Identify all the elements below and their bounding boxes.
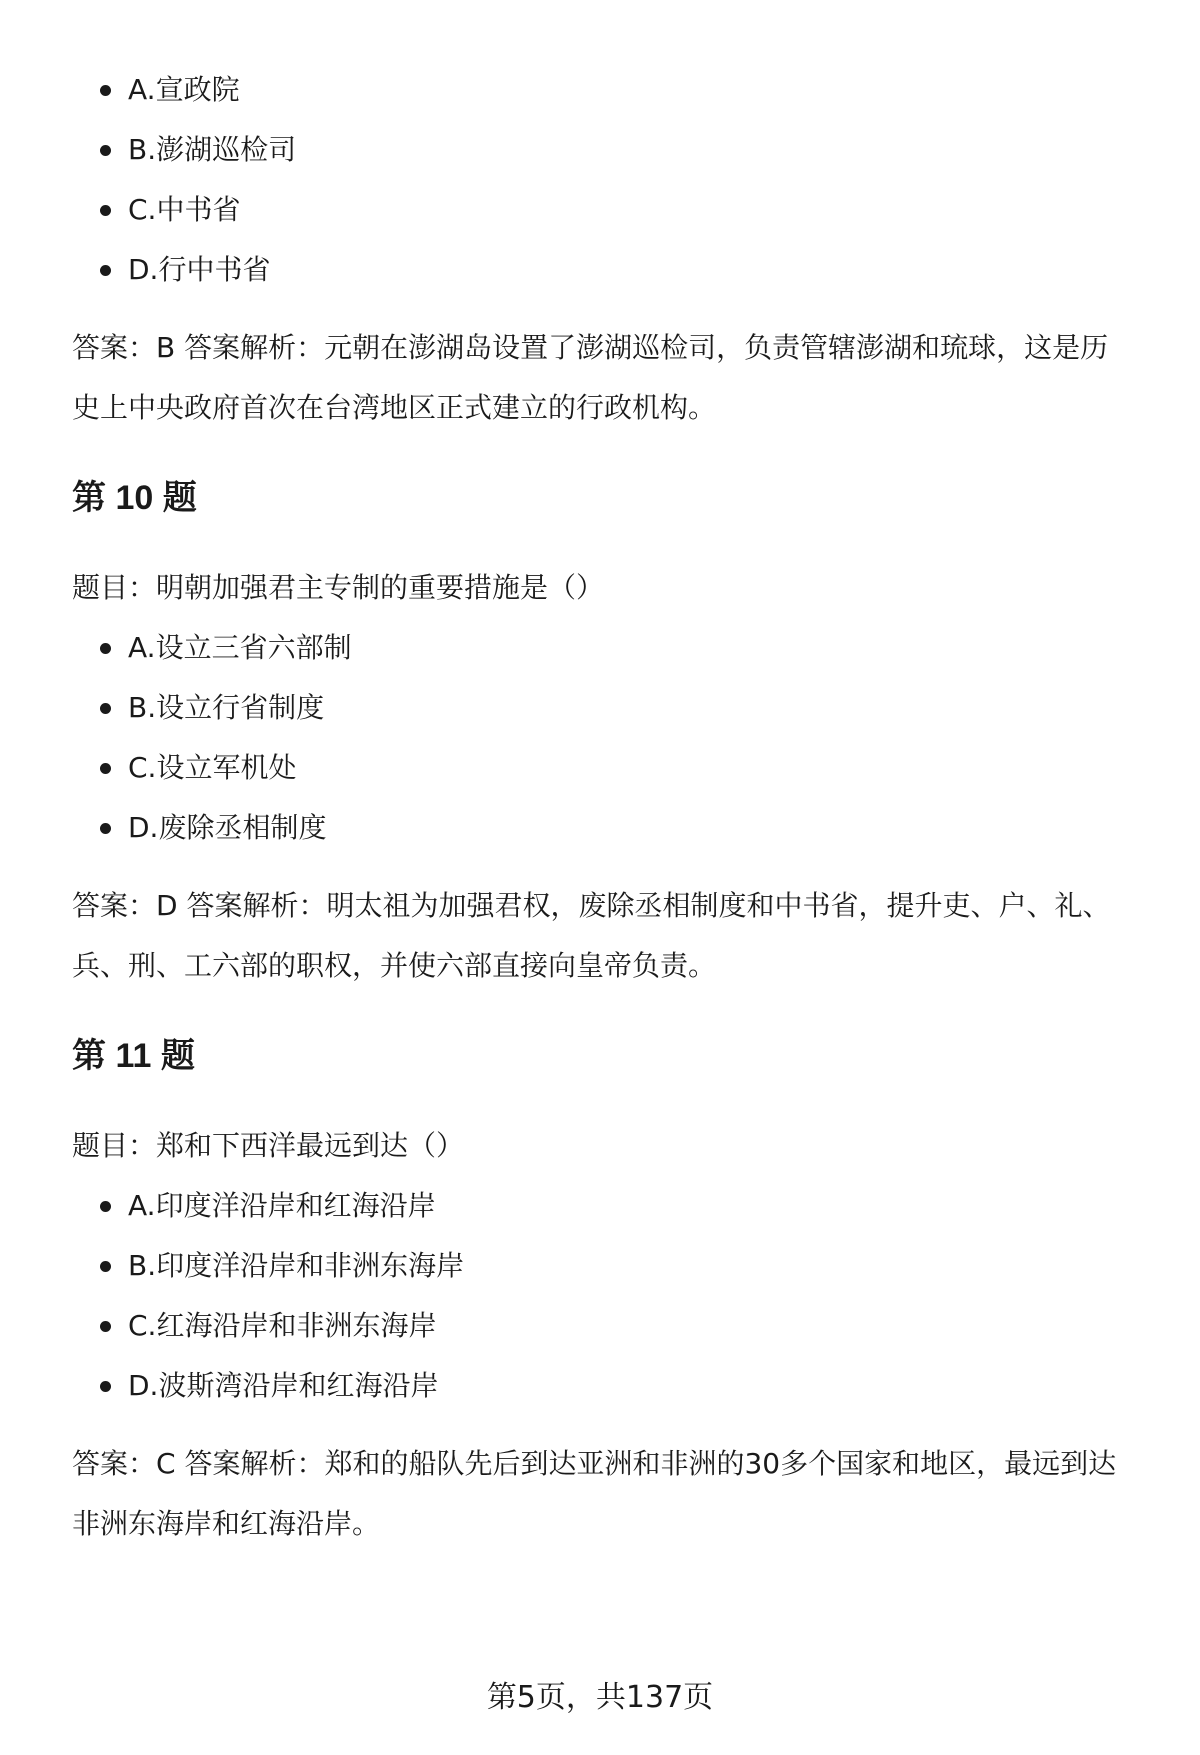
q9-options-list: [72, 60, 1128, 300]
q11-question: 题目：郑和下西洋最远到达（）: [72, 1129, 465, 1162]
question-11-block: [72, 1026, 1128, 1554]
q11-options-list: [72, 1176, 1128, 1416]
q10-options-list: [72, 618, 1128, 858]
q10-option-d: D.废除丞相制度: [72, 798, 1128, 858]
q11-option-c: C.红海沿岸和非洲东海岸: [72, 1296, 1128, 1356]
q10-option-b: B.设立行省制度: [72, 678, 1128, 738]
q9-option-d: D.行中书省: [72, 240, 1128, 300]
q11-option-a: A.印度洋沿岸和红海沿岸: [72, 1176, 1128, 1236]
page-number-footer: 第5页，共137页: [486, 1680, 714, 1715]
q10-question: 题目：明朝加强君主专制的重要措施是（）: [72, 571, 605, 604]
q10-option-c: C.设立军机处: [72, 738, 1128, 798]
q10-heading: 第 10 题: [72, 479, 197, 517]
q9-option-b: B.澎湖巡检司: [72, 120, 1128, 180]
q9-option-a: A.宣政院: [72, 60, 1128, 120]
q9-answer: 答案：B 答案解析：元朝在澎湖岛设置了澎湖巡检司，负责管辖澎湖和琉球，这是历史上中央政府首次在台湾地区正式建立的行政机构。: [72, 331, 1109, 424]
question-9-block: [72, 60, 1128, 438]
q11-option-b: B.印度洋沿岸和非洲东海岸: [72, 1236, 1128, 1296]
q11-option-d: D.波斯湾沿岸和红海沿岸: [72, 1356, 1128, 1416]
q11-heading: 第 11 题: [72, 1037, 195, 1075]
q9-option-c: C.中书省: [72, 180, 1128, 240]
q10-option-a: A.设立三省六部制: [72, 618, 1128, 678]
question-10-block: [72, 468, 1128, 996]
q11-answer: 答案：C 答案解析：郑和的船队先后到达亚洲和非洲的30多个国家和地区，最远到达非洲东海岸和红海沿岸。: [72, 1447, 1117, 1540]
q10-answer: 答案：D 答案解析：明太祖为加强君权，废除丞相制度和中书省，提升吏、户、礼、兵、刑、工六部的职权，并使六部直接向皇帝负责。: [72, 889, 1111, 982]
